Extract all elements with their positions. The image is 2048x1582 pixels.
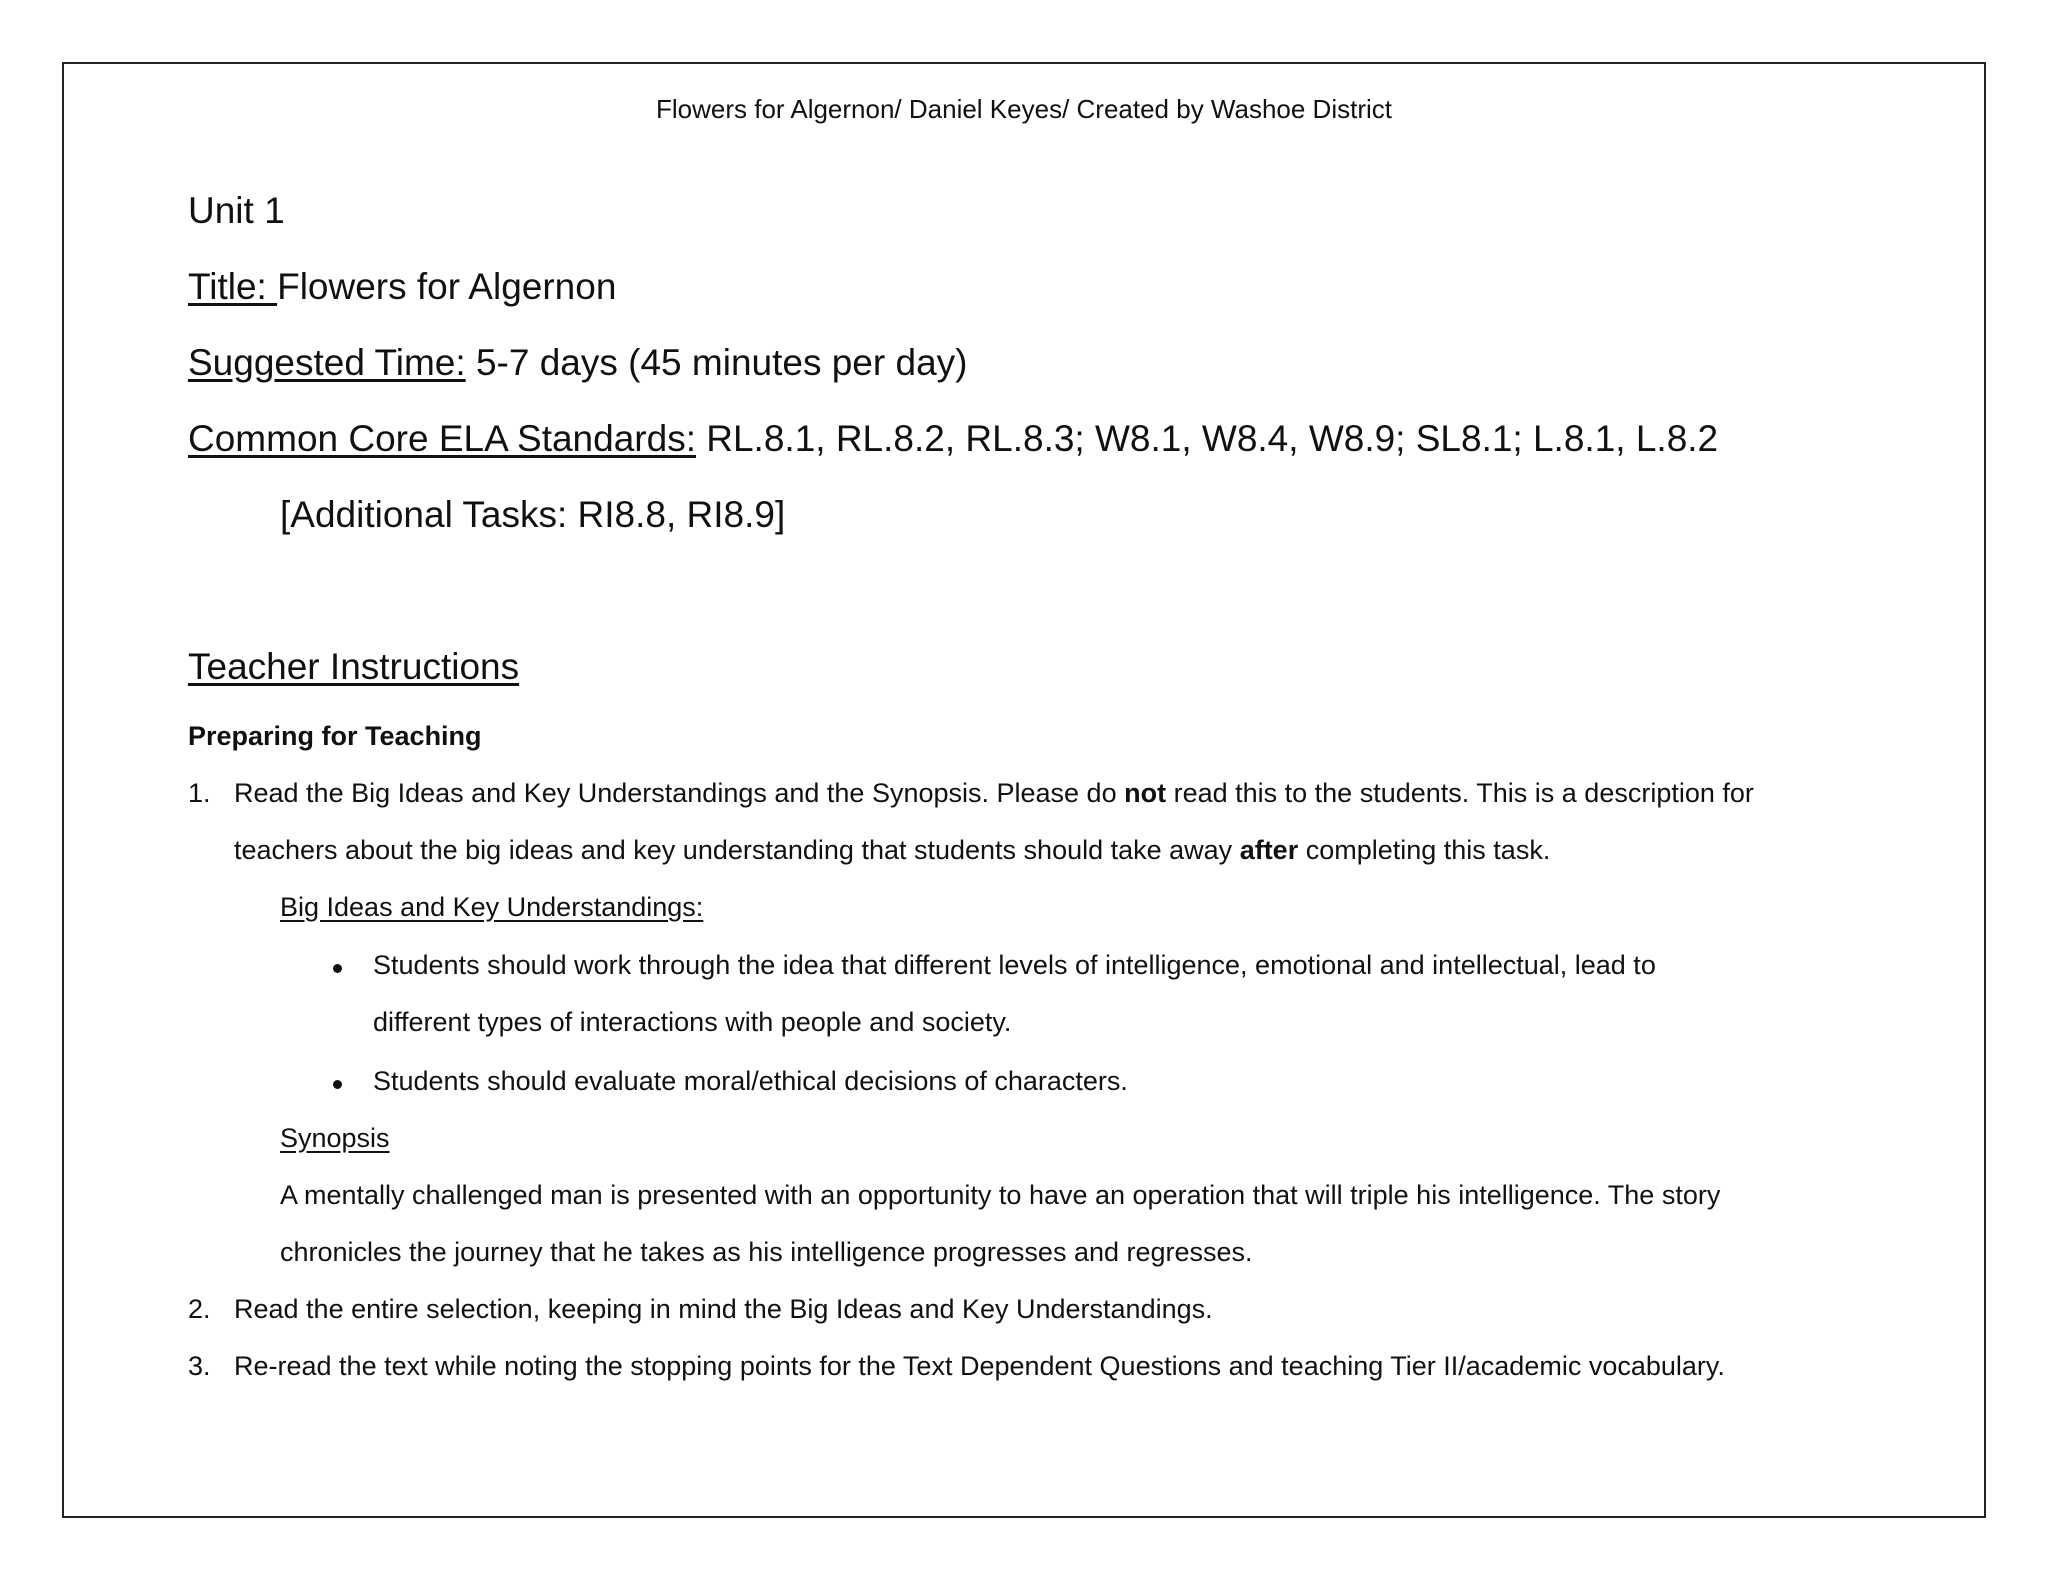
suggested-time-value: 5-7 days (45 minutes per day) (465, 342, 968, 383)
bullet-icon (333, 1080, 342, 1089)
running-header: Flowers for Algernon/ Daniel Keyes/ Created by Washoe District (655, 94, 1392, 124)
big-idea-1-line-2: different types of interactions with people and society. (373, 1007, 1012, 1037)
step-number: 3. (188, 1351, 211, 1381)
step-number: 1. (188, 778, 211, 808)
unit-label: Unit 1 (188, 190, 285, 231)
standards-line (188, 418, 1718, 460)
preparing-subheading: Preparing for Teaching (188, 721, 482, 751)
synopsis-heading: Synopsis (280, 1123, 390, 1153)
step-1-line-1 (234, 778, 1754, 809)
step-1-emphasis-not: not (1124, 778, 1167, 808)
synopsis-line-1: A mentally challenged man is presented with an opportunity to have an operation that will triple his intelligence. The story (280, 1180, 1721, 1210)
suggested-time-label: Suggested Time: (188, 342, 466, 383)
step-1-line-2 (234, 835, 1550, 866)
standards-value: RL.8.1, RL.8.2, RL.8.3; W8.1, W8.4, W8.9; SL8.1; L.8.1, L.8.2 (695, 418, 1719, 459)
big-ideas-heading: Big Ideas and Key Understandings: (280, 892, 704, 922)
step-1-text-c: teachers about the big ideas and key understanding that students should take away (234, 835, 1240, 865)
title-label: Title: (188, 266, 278, 307)
teacher-instructions-heading: Teacher Instructions (188, 646, 520, 687)
step-1-text-d: completing this task. (1298, 835, 1551, 865)
suggested-time-line (188, 342, 967, 384)
big-idea-1-line-1: Students should work through the idea that different levels of intelligence, emotional and intellectual, lead to (373, 950, 1656, 980)
step-1-text-b: read this to the students. This is a description for (1166, 778, 1754, 808)
standards-label: Common Core ELA Standards: (188, 418, 696, 459)
step-3-text: Re-read the text while noting the stopping points for the Text Dependent Questions and teaching Tier II/academic vocabulary. (234, 1351, 1725, 1381)
bullet-icon (333, 964, 342, 973)
step-1-emphasis-after: after (1239, 835, 1299, 865)
synopsis-line-2: chronicles the journey that he takes as his intelligence progresses and regresses. (280, 1237, 1253, 1267)
title-line (188, 266, 616, 308)
step-2-text: Read the entire selection, keeping in mind the Big Ideas and Key Understandings. (234, 1294, 1213, 1324)
additional-tasks: [Additional Tasks: RI8.8, RI8.9] (280, 494, 786, 535)
step-number: 2. (188, 1294, 211, 1324)
step-1-text-a: Read the Big Ideas and Key Understandings and the Synopsis. Please do (234, 778, 1125, 808)
big-idea-2: Students should evaluate moral/ethical decisions of characters. (373, 1066, 1128, 1096)
title-value: Flowers for Algernon (277, 266, 617, 307)
